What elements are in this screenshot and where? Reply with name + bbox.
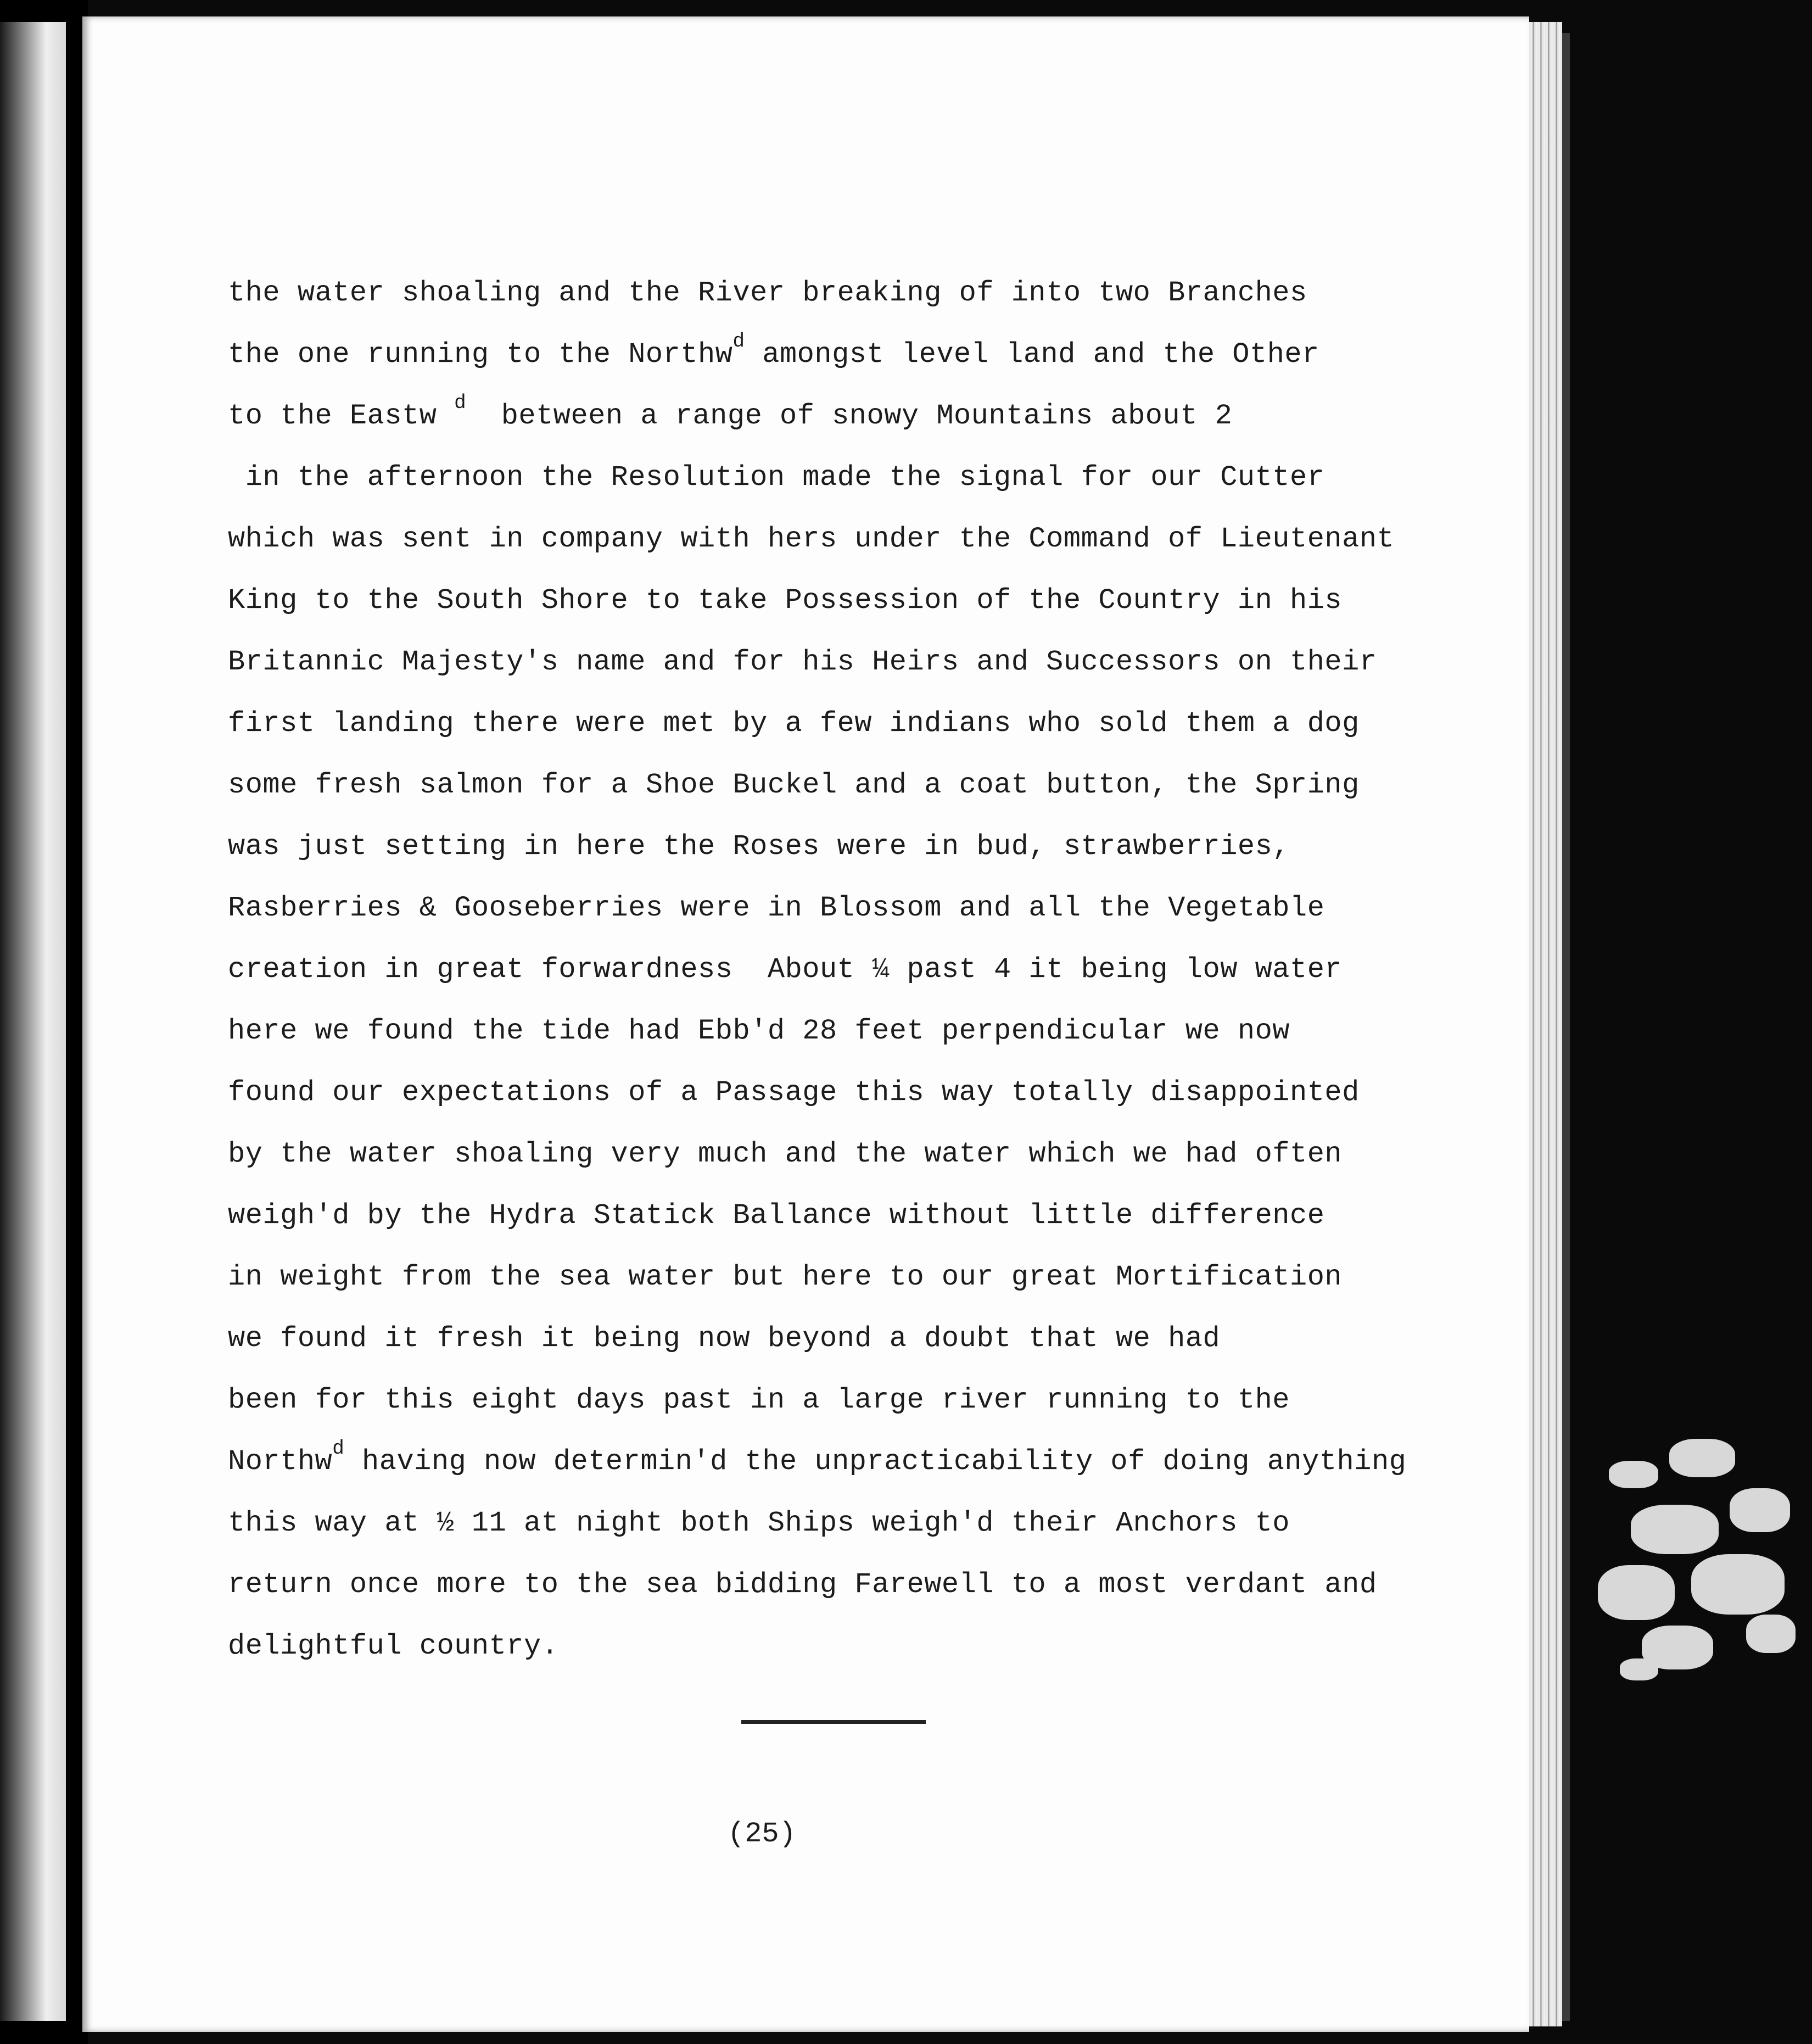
text-line-main: King to the South Shore to take Possession of the Country in his [228, 584, 1343, 617]
text-line-main: creation in great forwardness About ¼ past 4 it being low water [228, 953, 1343, 986]
text-line [228, 939, 1491, 1001]
text-line-main: in the afternoon the Resolution made the signal for our Cutter [228, 461, 1325, 494]
text-line [228, 263, 1491, 324]
text-line [228, 1370, 1491, 1431]
text-line-continuation: between a range of snowy Mountains about 2 [466, 400, 1233, 432]
page-number: (25) [728, 1818, 796, 1850]
text-line [228, 1308, 1491, 1370]
text-line-main: return once more to the sea bidding Farewell to a most verdant and [228, 1568, 1377, 1601]
text-line-main: been for this eight days past in a large river running to the [228, 1384, 1290, 1416]
text-line-main: we found it fresh it being now beyond a doubt that we had [228, 1322, 1221, 1355]
text-line [228, 755, 1491, 816]
text-line [228, 1001, 1491, 1062]
text-line [228, 570, 1491, 632]
text-line-main: Britannic Majesty's name and for his Heirs and Successors on their [228, 646, 1377, 678]
background-speckle-texture [1587, 1428, 1812, 1691]
binding-edge [1562, 33, 1570, 2021]
text-line [228, 1124, 1491, 1185]
facing-page-edge [0, 22, 66, 2021]
text-line [228, 632, 1491, 693]
text-line [228, 1554, 1491, 1616]
text-line [228, 324, 1491, 386]
text-line [228, 878, 1491, 939]
superscript-abbreviation: d [454, 392, 467, 414]
text-line-main: here we found the tide had Ebb'd 28 feet perpendicular we now [228, 1015, 1290, 1047]
text-line [228, 509, 1491, 570]
text-line [228, 447, 1491, 509]
text-line-main: which was sent in company with hers under the Command of Lieutenant [228, 523, 1395, 555]
text-line-main: found our expectations of a Passage this way totally disappointed [228, 1076, 1360, 1109]
section-divider-rule [741, 1720, 926, 1724]
page-stack-edges [1529, 22, 1562, 2026]
text-line [228, 1247, 1491, 1308]
text-line-continuation: amongst level land and the Other [745, 338, 1319, 371]
text-line-main: the one running to the Northw [228, 338, 733, 371]
text-line-main: by the water shoaling very much and the water which we had often [228, 1138, 1343, 1170]
text-line [228, 386, 1491, 447]
body-text [228, 263, 1491, 1677]
text-line-main: Northw [228, 1445, 333, 1478]
text-line-main: first landing there were met by a few indians who sold them a dog [228, 707, 1360, 740]
text-line-main: weigh'd by the Hydra Statick Ballance without little difference [228, 1199, 1325, 1232]
text-line-main: in weight from the sea water but here to our great Mortification [228, 1261, 1343, 1293]
superscript-abbreviation: d [732, 330, 745, 353]
text-line-main: to the Eastw [228, 400, 455, 432]
text-line-main: was just setting in here the Roses were in bud, strawberries, [228, 830, 1290, 863]
text-line [228, 1616, 1491, 1677]
text-line-main: this way at ½ 11 at night both Ships weigh'd their Anchors to [228, 1507, 1290, 1539]
text-line-main: delightful country. [228, 1630, 559, 1662]
text-line [228, 693, 1491, 755]
text-line [228, 1185, 1491, 1247]
text-line [228, 1493, 1491, 1554]
text-line-main: Rasberries & Gooseberries were in Blossom and all the Vegetable [228, 892, 1325, 924]
text-line-main: the water shoaling and the River breaking of into two Branches [228, 277, 1307, 309]
superscript-abbreviation: d [332, 1437, 345, 1460]
text-line-continuation: having now determin'd the unpracticability of doing anything [344, 1445, 1407, 1478]
text-line [228, 1062, 1491, 1124]
text-line-main: some fresh salmon for a Shoe Buckel and a coat button, the Spring [228, 769, 1360, 801]
text-line [228, 1431, 1491, 1493]
text-line [228, 816, 1491, 878]
